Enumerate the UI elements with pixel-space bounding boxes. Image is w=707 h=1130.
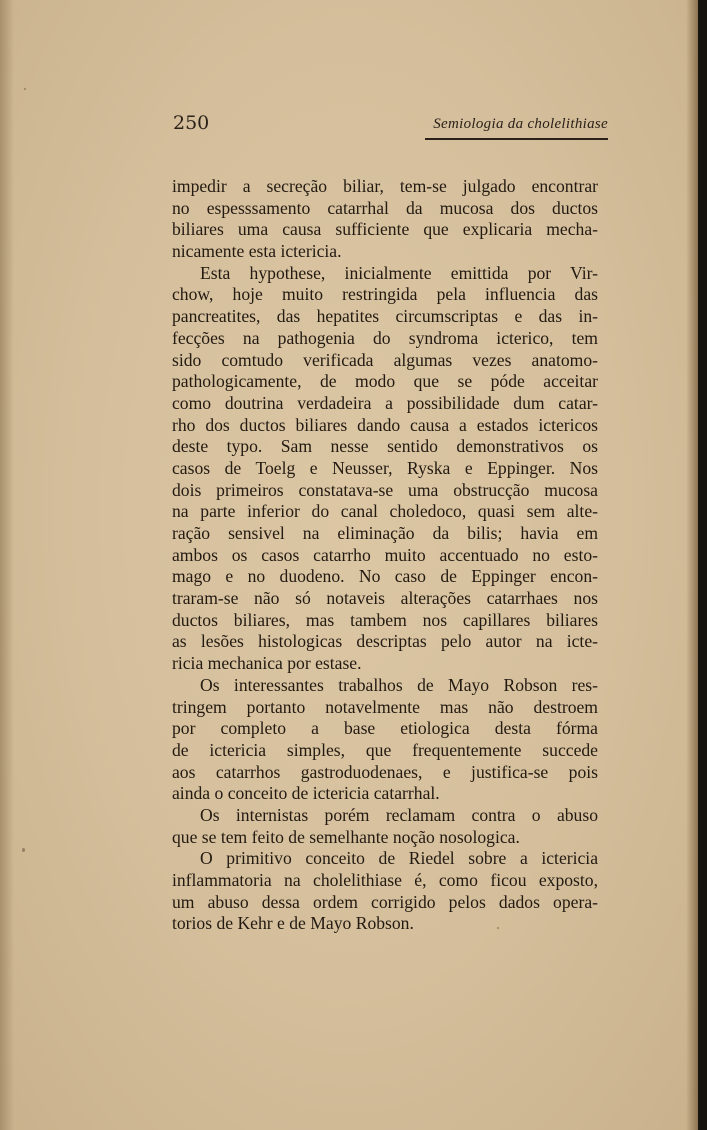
body-text [172, 176, 598, 935]
text-line: de ictericia simples, que frequentemente succede [172, 739, 598, 760]
text-line: Os interessantes trabalhos de Mayo Robson res- [200, 674, 598, 695]
page-edge-shadow [686, 0, 698, 1130]
text-line: ambos os casos catarrho muito accentuado no esto- [172, 544, 598, 565]
running-title: Semiologia da cholelithiase [433, 116, 608, 132]
text-line: ração sensivel na eliminação da bilis; havia em [172, 523, 598, 543]
text-line: sido comtudo verificada algumas vezes anatomo- [172, 349, 598, 370]
text-line: rho dos ductos biliares dando causa a estados ictericos [172, 414, 598, 435]
text-line: na parte inferior do canal choledoco, quasi sem alte- [172, 501, 598, 522]
text-line: no espesssamento catarrhal da mucosa dos ductos [172, 197, 598, 218]
page-number: 250 [173, 112, 210, 134]
text-line: chow, hoje muito restringida pela influencia das [172, 284, 598, 305]
text-line: fecções na pathogenia do syndroma icterico, tem [172, 327, 598, 348]
text-line: tringem portanto notavelmente mas não destroem [172, 696, 598, 717]
text-line: biliares uma causa sufficiente que explicaria mecha- [172, 219, 598, 240]
book-spine [698, 0, 707, 1130]
text-line: ricia mechanica por estase. [172, 653, 362, 674]
text-line: deste typo. Sam nesse sentido demonstrativos os [172, 436, 598, 457]
text-line: traram-se não só notaveis alterações catarrhaes nos [172, 588, 598, 609]
paper-speck [497, 927, 499, 929]
text-line: casos de Toelg e Neusser, Ryska e Eppinger. Nos [172, 457, 598, 478]
text-line: aos catarrhos gastroduodenaes, e justifica-se pois [172, 761, 598, 782]
text-line: ductos biliares, mas tambem nos capillares biliares [172, 609, 598, 630]
text-line: mago e no duodeno. No caso de Eppinger encon- [172, 566, 598, 587]
text-line: Os internistas porém reclamam contra o abuso [200, 804, 598, 825]
header-rule [425, 138, 608, 140]
text-line: pathologicamente, de modo que se póde acceitar [172, 371, 598, 392]
text-line: por completo a base etiologica desta fórma [172, 718, 598, 739]
paper-speck [24, 88, 26, 90]
text-line: dois primeiros constatava-se uma obstrucção mucosa [172, 479, 598, 500]
paper-speck [22, 848, 25, 852]
text-line: que se tem feito de semelhante noção nosologica. [172, 826, 520, 847]
text-line: Esta hypothese, inicialmente emittida por Vir- [200, 262, 598, 283]
page-gutter-shadow [0, 0, 14, 1130]
text-line: as lesões histologicas descriptas pelo autor na icte- [172, 631, 598, 652]
text-line: O primitivo conceito de Riedel sobre a ictericia [200, 848, 598, 869]
text-line: inflammatoria na cholelithiase é, como ficou exposto, [172, 870, 598, 890]
text-line: impedir a secreção biliar, tem-se julgado encontrar [172, 176, 598, 196]
text-line: nicamente esta ictericia. [172, 241, 342, 262]
text-line: torios de Kehr e de Mayo Robson. [172, 913, 414, 934]
page-header [173, 112, 608, 140]
text-line: ainda o conceito de ictericia catarrhal. [172, 783, 440, 804]
text-line: como doutrina verdadeira a possibilidade dum catar- [172, 392, 598, 413]
text-line: pancreatites, das hepatites circumscriptas e das in- [172, 306, 598, 327]
text-line: um abuso dessa ordem corrigido pelos dados opera- [172, 891, 598, 912]
